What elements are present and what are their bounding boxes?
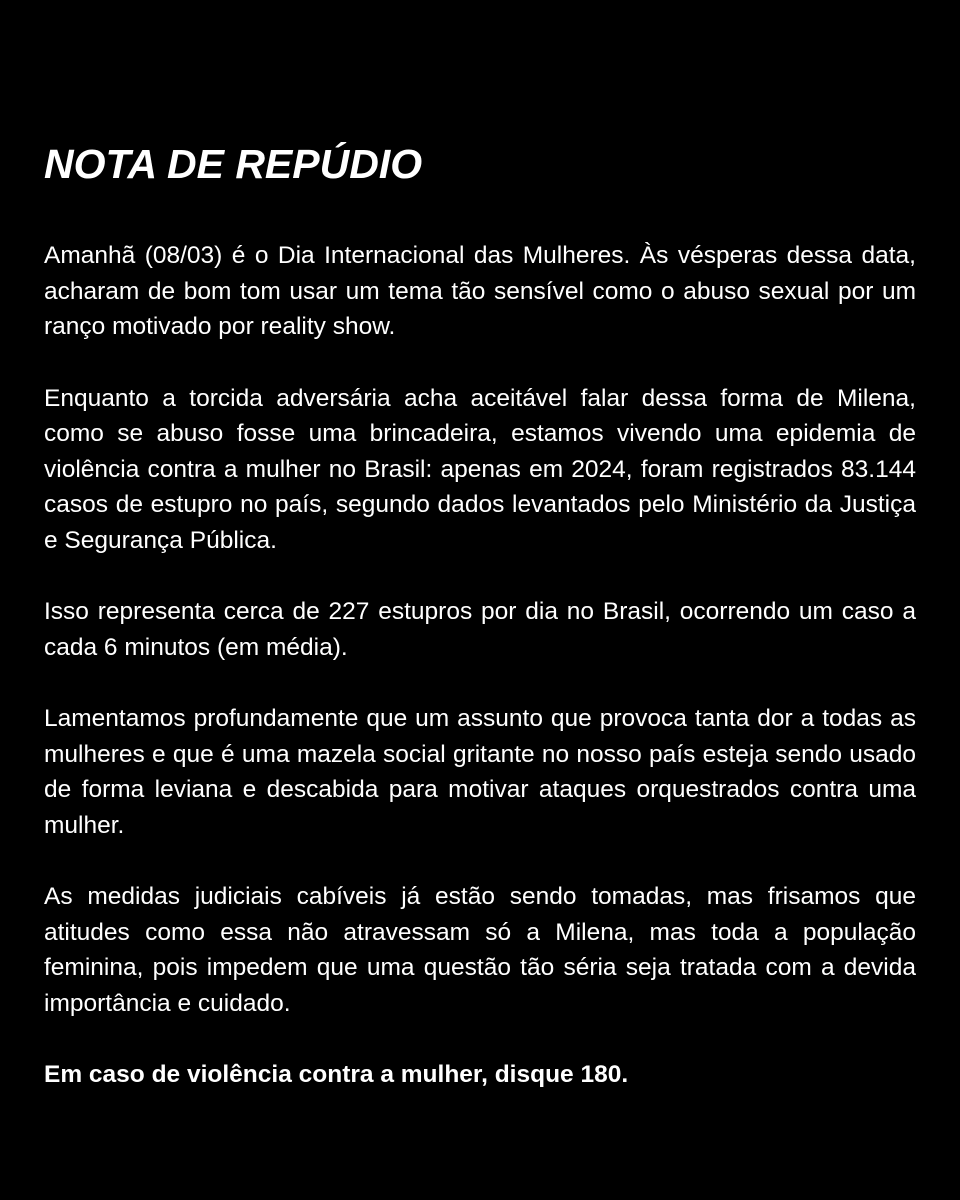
paragraph-3: Isso representa cerca de 227 estupros por dia no Brasil, ocorrendo um caso a cada 6 minutos (em média). [44, 598, 916, 661]
paragraph-4: Lamentamos profundamente que um assunto que provoca tanta dor a todas as mulheres e que é uma mazela social gritante no nosso país esteja sendo usado de forma leviana e descabida para motivar ataques orquestrados contra uma mulher. [44, 705, 916, 839]
page-title: NOTA DE REPÚDIO [44, 141, 423, 187]
paragraph-1: Amanhã (08/03) é o Dia Internacional das Mulheres. Às vésperas dessa data, acharam de bom tom usar um tema tão sensível como o abuso sexual por um ranço motivado por reality show. [44, 242, 916, 340]
paragraph-5: As medidas judiciais cabíveis já estão sendo tomadas, mas frisamos que atitudes como essa não atravessam só a Milena, mas toda a população feminina, pois impedem que uma questão tão séria seja tratada com a devida importância e cuidado. [44, 883, 916, 1017]
closing-helpline-note: Em caso de violência contra a mulher, disque 180. [44, 1061, 629, 1088]
statement-body [44, 136, 916, 1093]
paragraph-2: Enquanto a torcida adversária acha aceitável falar dessa forma de Milena, como se abuso fosse uma brincadeira, estamos vivendo uma epidemia de violência contra a mulher no Brasil: apenas em 2024, foram registrados 83.144 casos de estupro no país, segundo dados levantados pelo Ministério da Justiça e Segurança Pública. [44, 384, 916, 554]
